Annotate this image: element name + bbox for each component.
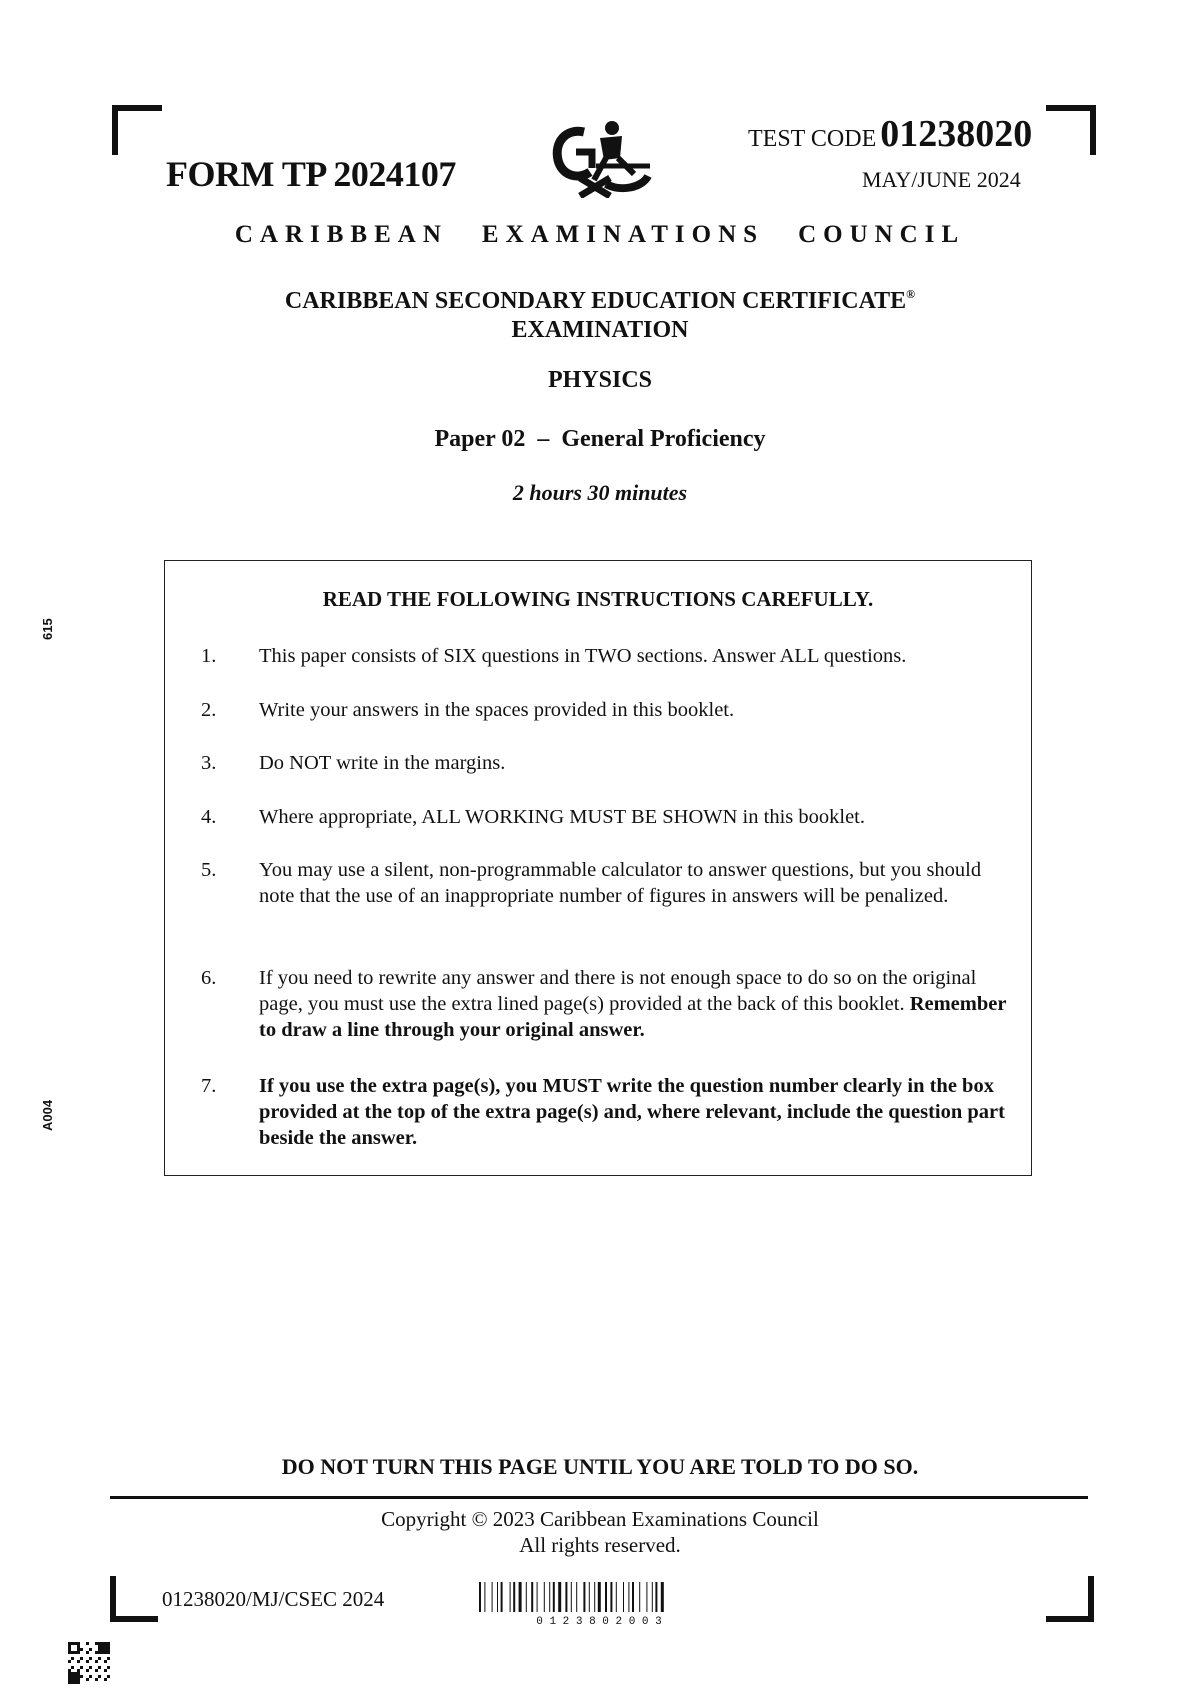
barcode-bar <box>553 1582 555 1612</box>
test-code-label: TEST CODE <box>748 126 877 152</box>
qr-cell <box>71 1642 74 1645</box>
subject-title: PHYSICS <box>547 367 653 393</box>
qr-cell <box>68 1648 71 1651</box>
barcode-bar <box>492 1582 493 1612</box>
registered-mark: ® <box>906 287 916 301</box>
barcode-bar <box>610 1582 612 1612</box>
instruction-number: 4. <box>201 806 217 828</box>
instruction-text: Do NOT write in the margins. <box>259 752 506 774</box>
qr-cell <box>74 1675 77 1678</box>
barcode-bar <box>576 1582 577 1612</box>
instruction-text-bold: Remember to draw a line through your original answer. <box>259 993 1007 1041</box>
barcode-bar <box>479 1582 481 1612</box>
qr-cell <box>107 1675 110 1678</box>
qr-cell <box>107 1657 110 1660</box>
qr-cell <box>71 1681 74 1684</box>
barcode <box>479 1582 719 1626</box>
qr-cell <box>80 1657 83 1660</box>
qr-cell <box>98 1657 101 1660</box>
barcode-bar <box>549 1582 550 1612</box>
instruction-item <box>201 1073 1013 1151</box>
qr-cell <box>98 1675 101 1678</box>
barcode-bar <box>510 1582 511 1612</box>
do-not-turn-warning: DO NOT TURN THIS PAGE UNTIL YOU ARE TOLD TO DO SO. <box>281 1454 919 1479</box>
instruction-text-group <box>259 965 1013 1043</box>
qr-cell <box>68 1660 71 1663</box>
qr-cell <box>71 1675 74 1678</box>
instruction-number: 3. <box>201 752 217 774</box>
qr-cell <box>101 1645 104 1648</box>
qr-cell <box>98 1666 101 1669</box>
barcode-bar <box>632 1582 634 1612</box>
form-code: FORM TP 2024107 <box>166 154 456 194</box>
barcode-bar <box>652 1582 653 1612</box>
qr-cell <box>77 1672 80 1675</box>
qr-cell <box>107 1648 110 1651</box>
council-name <box>0 221 1200 249</box>
instructions-box <box>164 560 1032 1176</box>
instruction-item <box>201 643 1013 669</box>
instruction-item <box>201 965 1013 1043</box>
barcode-bar <box>501 1582 503 1612</box>
instruction-item <box>201 857 1013 909</box>
qr-cell <box>71 1651 74 1654</box>
qr-cell <box>95 1678 98 1681</box>
qr-cell <box>74 1681 77 1684</box>
qr-cell <box>86 1651 89 1654</box>
qr-cell <box>71 1678 74 1681</box>
barcode-bar <box>497 1582 498 1612</box>
qr-cell <box>104 1660 107 1663</box>
barcode-bar <box>623 1582 624 1612</box>
crop-mark-top-left <box>112 105 162 155</box>
exam-session: MAY/JUNE 2024 <box>862 167 1021 192</box>
qr-cell <box>77 1645 80 1648</box>
crop-mark-bottom-right <box>1046 1576 1094 1622</box>
qr-cell <box>98 1645 101 1648</box>
instruction-item <box>201 804 1013 830</box>
qr-cell <box>107 1666 110 1669</box>
council-word: CARIBBEAN <box>234 221 448 248</box>
barcode-bar <box>628 1582 629 1612</box>
qr-cell <box>68 1642 71 1645</box>
instruction-number: 1. <box>201 645 217 667</box>
copyright-line-1: Copyright © 2023 Caribbean Examinations Council <box>381 1507 819 1531</box>
crop-mark-bottom-left <box>110 1576 158 1622</box>
barcode-bar <box>526 1582 527 1612</box>
qr-cell <box>74 1651 77 1654</box>
instruction-text-bold: If you use the extra page(s), you MUST write the question number clearly in the box provided at the top of the extra page(s) and, where relevant, include the question part beside the answer. <box>259 1075 1005 1149</box>
qr-cell <box>71 1672 74 1675</box>
qr-cell <box>80 1675 83 1678</box>
qr-cell <box>80 1648 83 1651</box>
qr-cell <box>104 1642 107 1645</box>
qr-cell <box>104 1651 107 1654</box>
qr-cell <box>98 1648 101 1651</box>
qr-cell <box>98 1642 101 1645</box>
qr-cell <box>89 1666 92 1669</box>
paper-title: Paper 02 – General Proficiency <box>434 426 766 452</box>
qr-cell <box>77 1675 80 1678</box>
footer-code: 01238020/MJ/CSEC 2024 <box>162 1587 385 1611</box>
qr-cell <box>86 1660 89 1663</box>
instruction-text: This paper consists of SIX questions in TWO sections. Answer ALL questions. <box>259 645 907 667</box>
qr-cell <box>77 1660 80 1663</box>
barcode-bar <box>537 1582 538 1612</box>
qr-cell <box>74 1672 77 1675</box>
qr-cell <box>95 1642 98 1645</box>
barcode-bar <box>519 1582 522 1612</box>
qr-cell <box>107 1651 110 1654</box>
qr-cell <box>86 1669 89 1672</box>
qr-code <box>68 1642 110 1684</box>
instruction-number: 7. <box>201 1075 217 1097</box>
qr-cell <box>77 1681 80 1684</box>
qr-cell <box>104 1645 107 1648</box>
qr-cell <box>68 1672 71 1675</box>
side-label-top: 615 <box>40 618 55 640</box>
qr-cell <box>107 1642 110 1645</box>
barcode-bar <box>589 1582 590 1612</box>
cxc-logo <box>550 118 656 198</box>
qr-cell <box>77 1642 80 1645</box>
qr-cell <box>68 1681 71 1684</box>
qr-cell <box>101 1642 104 1645</box>
instruction-number: 6. <box>201 967 217 989</box>
qr-cell <box>104 1669 107 1672</box>
test-code <box>748 112 1032 156</box>
qr-cell <box>95 1669 98 1672</box>
copyright-notice <box>0 1506 1200 1558</box>
qr-cell <box>77 1651 80 1654</box>
barcode-bar <box>484 1582 485 1612</box>
instructions-heading: READ THE FOLLOWING INSTRUCTIONS CAREFULLY. <box>322 587 874 611</box>
barcode-bar <box>565 1582 567 1612</box>
qr-cell <box>98 1651 101 1654</box>
barcode-bar <box>646 1582 647 1612</box>
qr-cell <box>104 1648 107 1651</box>
barcode-bar <box>655 1582 657 1612</box>
qr-cell <box>68 1678 71 1681</box>
barcode-digits: 0 1 2 3 8 0 2 0 0 3 <box>536 1616 662 1626</box>
barcode-bar <box>605 1582 607 1612</box>
qr-cell <box>80 1666 83 1669</box>
qr-cell <box>95 1660 98 1663</box>
qr-cell <box>77 1669 80 1672</box>
instruction-text: If you need to rewrite any answer and there is not enough space to do so on the original page, you must use the extra lined page(s) provided at the back of this booklet. <box>259 967 977 1015</box>
footer-divider <box>110 1496 1088 1499</box>
certificate-line-2: EXAMINATION <box>511 317 689 343</box>
qr-cell <box>101 1648 104 1651</box>
barcode-bar <box>571 1582 572 1612</box>
barcode-bar <box>531 1582 533 1612</box>
barcode-bar <box>616 1582 617 1612</box>
copyright-line-2: All rights reserved. <box>519 1533 681 1557</box>
barcode-bar <box>558 1582 561 1612</box>
exam-duration: 2 hours 30 minutes <box>512 480 688 505</box>
barcode-bar <box>544 1582 545 1612</box>
qr-cell <box>86 1678 89 1681</box>
qr-cell <box>71 1657 74 1660</box>
instruction-number: 2. <box>201 699 217 721</box>
qr-cell <box>86 1642 89 1645</box>
instruction-number: 5. <box>201 859 217 881</box>
instruction-text: You may use a silent, non-programmable calculator to answer questions, but you should note that the use of an inappropriate number of figures in answers will be penalized. <box>259 859 982 907</box>
crop-mark-top-right <box>1046 105 1096 155</box>
council-word: COUNCIL <box>798 221 966 248</box>
council-word: EXAMINATIONS <box>481 221 765 248</box>
qr-cell <box>89 1648 92 1651</box>
instruction-item <box>201 750 1013 776</box>
barcode-bar <box>598 1582 601 1612</box>
qr-cell <box>71 1666 74 1669</box>
qr-cell <box>68 1645 71 1648</box>
barcode-bar <box>583 1582 585 1612</box>
instruction-text: Write your answers in the spaces provided in this booklet. <box>259 699 735 721</box>
test-code-number: 01238020 <box>880 113 1033 155</box>
side-label-bottom: A004 <box>40 1099 55 1131</box>
qr-cell <box>107 1645 110 1648</box>
qr-cell <box>68 1675 71 1678</box>
qr-cell <box>101 1651 104 1654</box>
qr-cell <box>89 1657 92 1660</box>
instruction-item <box>201 697 1013 723</box>
qr-cell <box>77 1648 80 1651</box>
qr-cell <box>74 1642 77 1645</box>
qr-cell <box>68 1669 71 1672</box>
certificate-line-1: CARIBBEAN SECONDARY EDUCATION CERTIFICATE <box>284 288 907 314</box>
qr-cell <box>89 1675 92 1678</box>
instruction-text: Where appropriate, ALL WORKING MUST BE SHOWN in this booklet. <box>259 806 865 828</box>
barcode-bar <box>594 1582 595 1612</box>
barcode-bar <box>513 1582 515 1612</box>
certificate-title <box>0 280 1200 345</box>
barcode-bar <box>639 1582 640 1612</box>
qr-cell <box>68 1651 71 1654</box>
qr-cell <box>74 1678 77 1681</box>
qr-cell <box>95 1651 98 1654</box>
qr-cell <box>104 1678 107 1681</box>
barcode-bar <box>661 1582 664 1612</box>
qr-cell <box>77 1678 80 1681</box>
